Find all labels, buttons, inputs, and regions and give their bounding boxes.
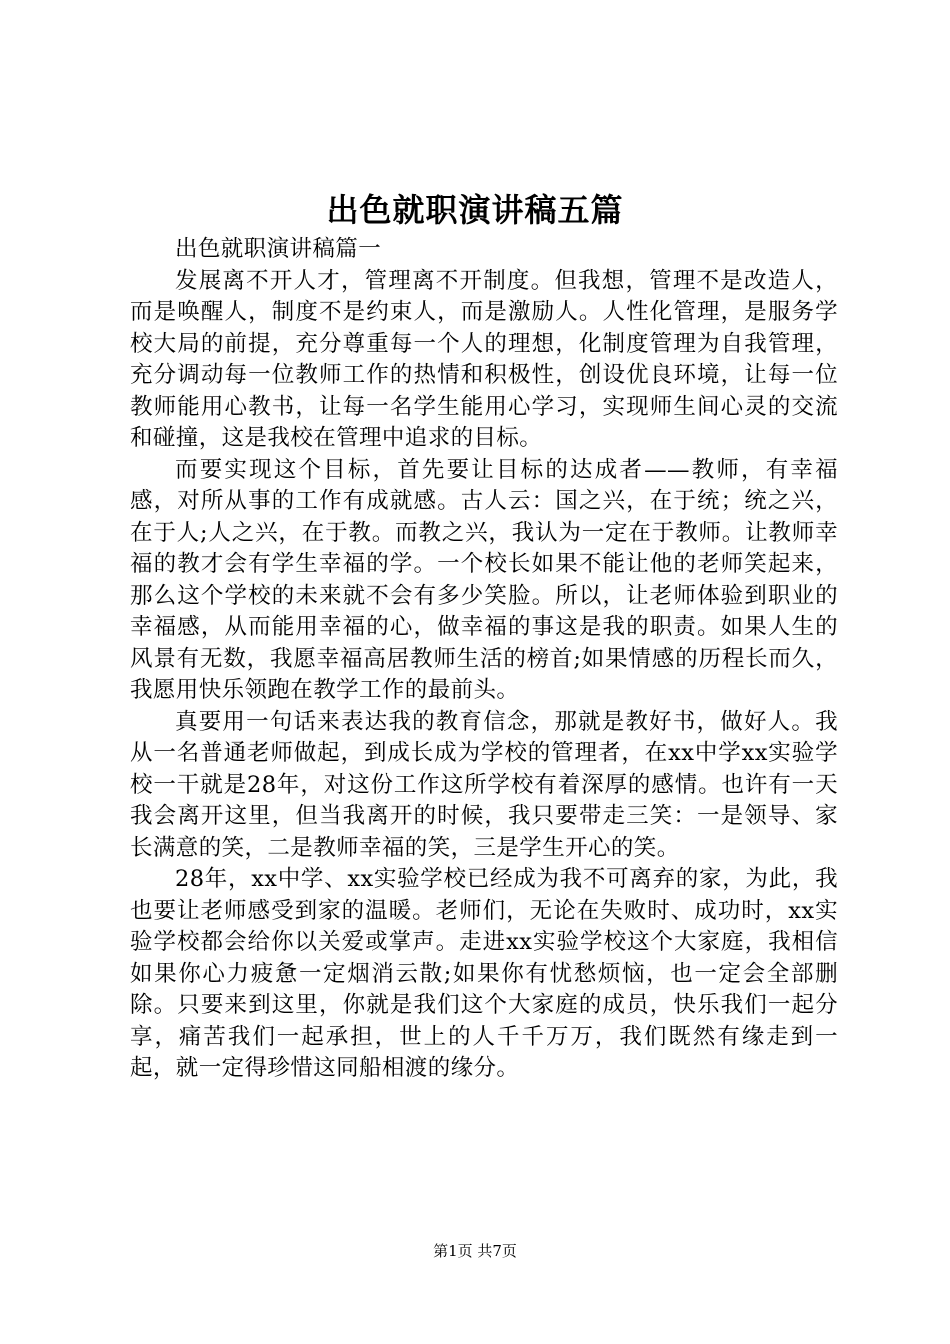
- body-paragraph: 真要用一句话来表达我的教育信念，那就是教好书，做好人。我从一名普通老师做起，到成长成为学校的管理者，在xx中学xx实验学校一干就是28年，对这份工作这所学校有着深厚的感情。也许有一天我会离开这里，但当我离开的时候，我只要带走三笑：一是领导、家长满意的笑，二是教师幸福的笑，三是学生开心的笑。: [130, 708, 838, 861]
- body-paragraph: 发展离不开人才，管理离不开制度。但我想，管理不是改造人，而是唤醒人，制度不是约束人，而是激励人。人性化管理，是服务学校大局的前提，充分尊重每一个人的理想，化制度管理为自我管理，充分调动每一位教师工作的热情和积极性，创设优良环境，让每一位教师能用心教书，让每一名学生能用心学习，实现师生间心灵的交流和碰撞，这是我校在管理中追求的目标。: [130, 267, 838, 451]
- page-footer: [0, 1241, 950, 1261]
- section-heading: 出色就职演讲稿篇一: [175, 236, 382, 262]
- document-body: [130, 234, 838, 1085]
- body-paragraph: 而要实现这个目标，首先要让目标的达成者——教师，有幸福感，对所从事的工作有成就感。古人云：国之兴，在于统；统之兴，在于人;人之兴，在于教。而教之兴，我认为一定在于教师。让教师幸福的教才会有学生幸福的学。一个校长如果不能让他的老师笑起来，那么这个学校的未来就不会有多少笑脸。所以，让老师体验到职业的幸福感，从而能用幸福的心，做幸福的事这是我的职责。如果人生的风景有无数，我愿幸福高居教师生活的榜首;如果情感的历程长而久，我愿用快乐领跑在教学工作的最前头。: [130, 456, 838, 703]
- document-title: 出色就职演讲稿五篇: [326, 191, 624, 229]
- page-number-info: 第1页 共7页: [433, 1242, 517, 1260]
- body-paragraph: 28年，xx中学、xx实验学校已经成为我不可离弃的家，为此，我也要让老师感受到家的温暖。老师们，无论在失败时、成功时，xx实验学校都会给你以关爱或掌声。走进xx实验学校这个大家庭，我相信如果你心力疲惫一定烟消云散;如果你有忧愁烦恼，也一定会全部删除。只要来到这里，你就是我们这个大家庭的成员，快乐我们一起分享，痛苦我们一起承担，世上的人千千万万，我们既然有缘走到一起，就一定得珍惜这同船相渡的缘分。: [130, 866, 838, 1081]
